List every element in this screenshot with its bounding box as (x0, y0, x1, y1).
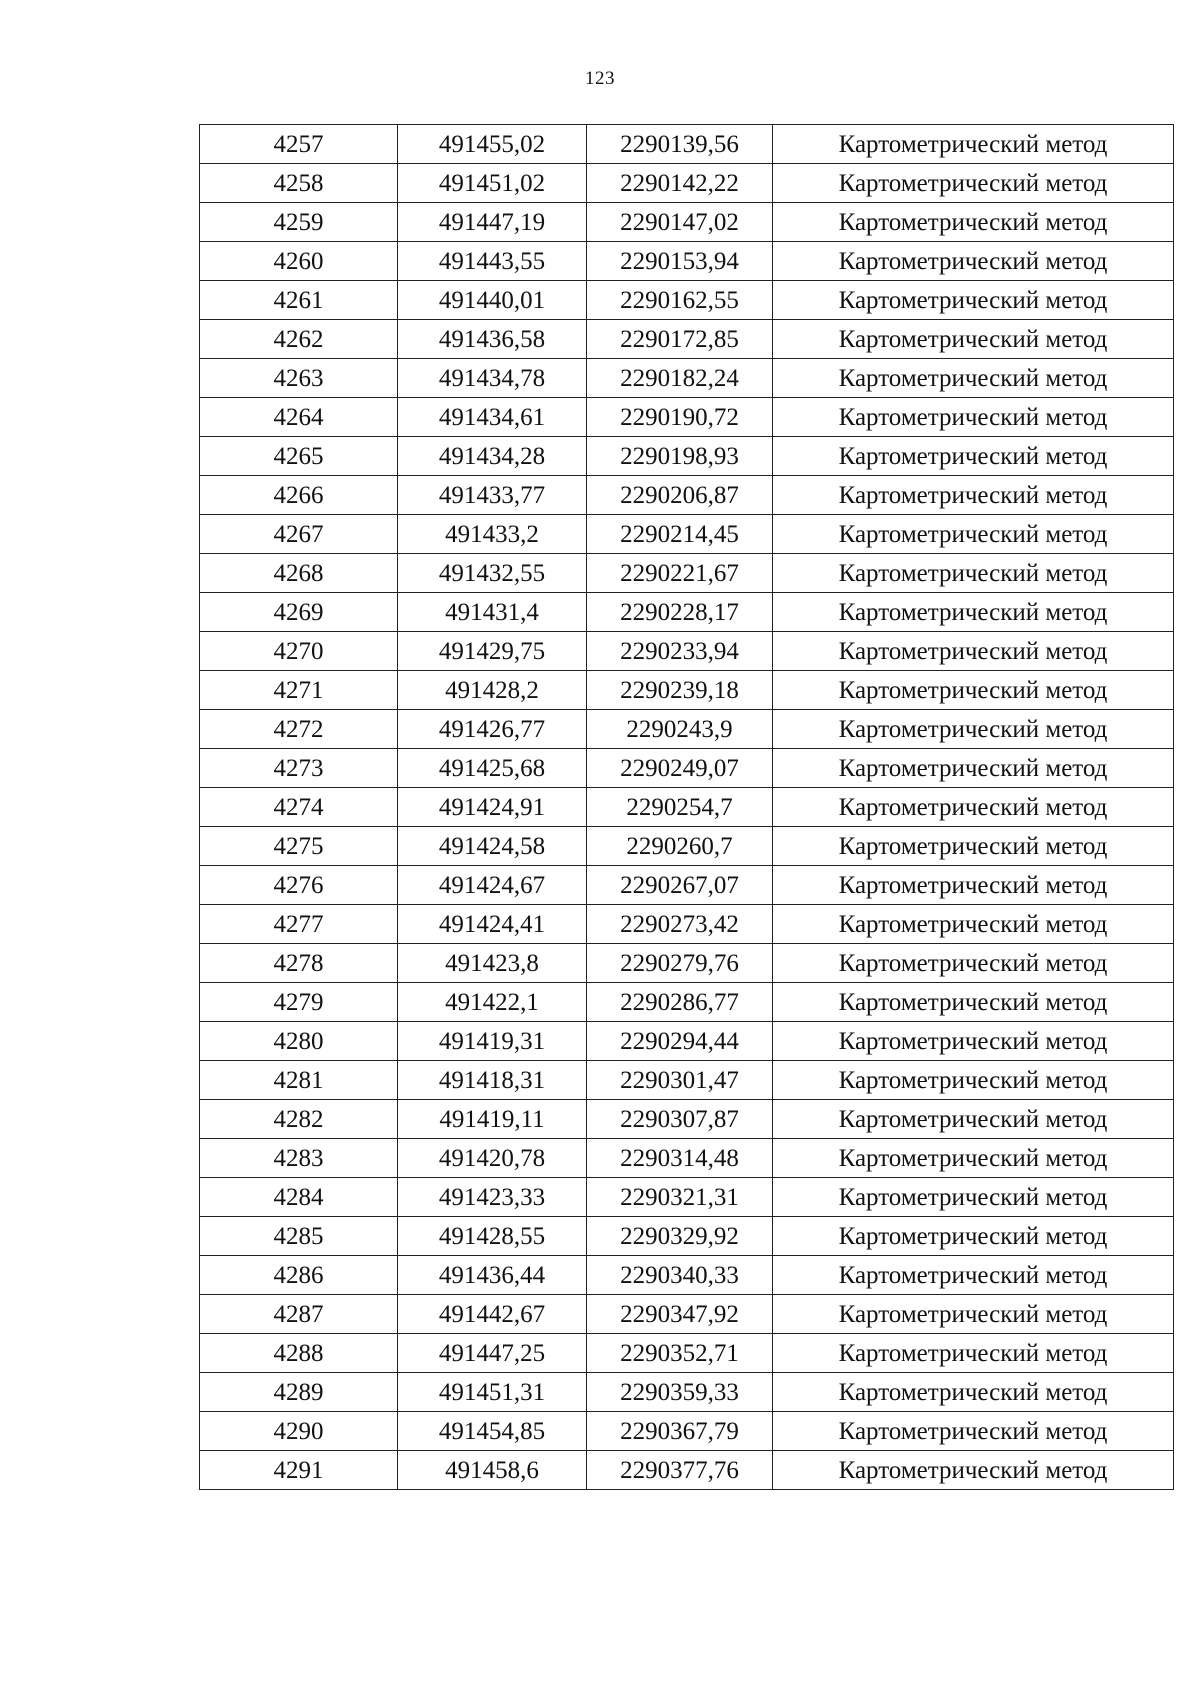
point-number-cell: 4262 (200, 320, 398, 359)
y-coordinate-cell: 2290172,85 (587, 320, 773, 359)
x-coordinate-cell: 491436,44 (398, 1256, 587, 1295)
y-coordinate-cell: 2290162,55 (587, 281, 773, 320)
point-number-cell: 4273 (200, 749, 398, 788)
table-row (200, 1412, 1174, 1451)
x-coordinate-cell: 491451,31 (398, 1373, 587, 1412)
x-coordinate-cell: 491434,28 (398, 437, 587, 476)
table-row (200, 710, 1174, 749)
y-coordinate-cell: 2290260,7 (587, 827, 773, 866)
y-coordinate-cell: 2290329,92 (587, 1217, 773, 1256)
table-row (200, 320, 1174, 359)
x-coordinate-cell: 491455,02 (398, 125, 587, 164)
point-number-cell: 4268 (200, 554, 398, 593)
point-number-cell: 4257 (200, 125, 398, 164)
point-number-cell: 4269 (200, 593, 398, 632)
y-coordinate-cell: 2290233,94 (587, 632, 773, 671)
x-coordinate-cell: 491423,8 (398, 944, 587, 983)
table-row (200, 593, 1174, 632)
point-number-cell: 4270 (200, 632, 398, 671)
x-coordinate-cell: 491424,67 (398, 866, 587, 905)
table-row (200, 905, 1174, 944)
method-cell: Картометрический метод (773, 320, 1174, 359)
y-coordinate-cell: 2290254,7 (587, 788, 773, 827)
table-row (200, 1217, 1174, 1256)
point-number-cell: 4267 (200, 515, 398, 554)
point-number-cell: 4265 (200, 437, 398, 476)
method-cell: Картометрический метод (773, 710, 1174, 749)
point-number-cell: 4271 (200, 671, 398, 710)
point-number-cell: 4283 (200, 1139, 398, 1178)
x-coordinate-cell: 491424,58 (398, 827, 587, 866)
method-cell: Картометрический метод (773, 437, 1174, 476)
table-row (200, 983, 1174, 1022)
x-coordinate-cell: 491424,91 (398, 788, 587, 827)
method-cell: Картометрический метод (773, 242, 1174, 281)
table-row (200, 866, 1174, 905)
x-coordinate-cell: 491434,61 (398, 398, 587, 437)
y-coordinate-cell: 2290273,42 (587, 905, 773, 944)
coordinates-table-body (200, 125, 1174, 1490)
y-coordinate-cell: 2290182,24 (587, 359, 773, 398)
method-cell: Картометрический метод (773, 1022, 1174, 1061)
table-row (200, 632, 1174, 671)
y-coordinate-cell: 2290359,33 (587, 1373, 773, 1412)
method-cell: Картометрический метод (773, 476, 1174, 515)
y-coordinate-cell: 2290142,22 (587, 164, 773, 203)
method-cell: Картометрический метод (773, 1061, 1174, 1100)
table-row (200, 554, 1174, 593)
y-coordinate-cell: 2290279,76 (587, 944, 773, 983)
table-row (200, 359, 1174, 398)
method-cell: Картометрический метод (773, 632, 1174, 671)
method-cell: Картометрический метод (773, 125, 1174, 164)
method-cell: Картометрический метод (773, 1178, 1174, 1217)
y-coordinate-cell: 2290301,47 (587, 1061, 773, 1100)
point-number-cell: 4260 (200, 242, 398, 281)
table-row (200, 1373, 1174, 1412)
x-coordinate-cell: 491434,78 (398, 359, 587, 398)
point-number-cell: 4264 (200, 398, 398, 437)
y-coordinate-cell: 2290286,77 (587, 983, 773, 1022)
x-coordinate-cell: 491432,55 (398, 554, 587, 593)
x-coordinate-cell: 491458,6 (398, 1451, 587, 1490)
y-coordinate-cell: 2290239,18 (587, 671, 773, 710)
x-coordinate-cell: 491419,31 (398, 1022, 587, 1061)
y-coordinate-cell: 2290198,93 (587, 437, 773, 476)
point-number-cell: 4274 (200, 788, 398, 827)
point-number-cell: 4285 (200, 1217, 398, 1256)
table-row (200, 944, 1174, 983)
y-coordinate-cell: 2290340,33 (587, 1256, 773, 1295)
method-cell: Картометрический метод (773, 1295, 1174, 1334)
y-coordinate-cell: 2290206,87 (587, 476, 773, 515)
point-number-cell: 4286 (200, 1256, 398, 1295)
table-row (200, 749, 1174, 788)
y-coordinate-cell: 2290249,07 (587, 749, 773, 788)
x-coordinate-cell: 491447,19 (398, 203, 587, 242)
point-number-cell: 4290 (200, 1412, 398, 1451)
y-coordinate-cell: 2290367,79 (587, 1412, 773, 1451)
x-coordinate-cell: 491420,78 (398, 1139, 587, 1178)
table-row (200, 1451, 1174, 1490)
y-coordinate-cell: 2290377,76 (587, 1451, 773, 1490)
table-row (200, 1061, 1174, 1100)
point-number-cell: 4279 (200, 983, 398, 1022)
y-coordinate-cell: 2290214,45 (587, 515, 773, 554)
x-coordinate-cell: 491422,1 (398, 983, 587, 1022)
y-coordinate-cell: 2290321,31 (587, 1178, 773, 1217)
point-number-cell: 4278 (200, 944, 398, 983)
method-cell: Картометрический метод (773, 1334, 1174, 1373)
table-row (200, 1100, 1174, 1139)
point-number-cell: 4289 (200, 1373, 398, 1412)
table-row (200, 164, 1174, 203)
point-number-cell: 4287 (200, 1295, 398, 1334)
y-coordinate-cell: 2290228,17 (587, 593, 773, 632)
x-coordinate-cell: 491433,2 (398, 515, 587, 554)
y-coordinate-cell: 2290153,94 (587, 242, 773, 281)
x-coordinate-cell: 491424,41 (398, 905, 587, 944)
table-row (200, 242, 1174, 281)
x-coordinate-cell: 491418,31 (398, 1061, 587, 1100)
y-coordinate-cell: 2290294,44 (587, 1022, 773, 1061)
method-cell: Картометрический метод (773, 1100, 1174, 1139)
x-coordinate-cell: 491431,4 (398, 593, 587, 632)
method-cell: Картометрический метод (773, 164, 1174, 203)
point-number-cell: 4281 (200, 1061, 398, 1100)
table-row (200, 203, 1174, 242)
table-row (200, 515, 1174, 554)
page-number: 123 (585, 68, 615, 89)
table-row (200, 1139, 1174, 1178)
table-row (200, 1022, 1174, 1061)
point-number-cell: 4275 (200, 827, 398, 866)
y-coordinate-cell: 2290243,9 (587, 710, 773, 749)
coordinates-table (199, 124, 1174, 1490)
table-row (200, 671, 1174, 710)
method-cell: Картометрический метод (773, 281, 1174, 320)
method-cell: Картометрический метод (773, 1412, 1174, 1451)
y-coordinate-cell: 2290352,71 (587, 1334, 773, 1373)
point-number-cell: 4259 (200, 203, 398, 242)
y-coordinate-cell: 2290139,56 (587, 125, 773, 164)
method-cell: Картометрический метод (773, 554, 1174, 593)
point-number-cell: 4263 (200, 359, 398, 398)
point-number-cell: 4277 (200, 905, 398, 944)
table-row (200, 788, 1174, 827)
table-row (200, 1295, 1174, 1334)
method-cell: Картометрический метод (773, 203, 1174, 242)
method-cell: Картометрический метод (773, 1373, 1174, 1412)
method-cell: Картометрический метод (773, 866, 1174, 905)
point-number-cell: 4261 (200, 281, 398, 320)
x-coordinate-cell: 491433,77 (398, 476, 587, 515)
method-cell: Картометрический метод (773, 1217, 1174, 1256)
x-coordinate-cell: 491429,75 (398, 632, 587, 671)
table-row (200, 1334, 1174, 1373)
x-coordinate-cell: 491451,02 (398, 164, 587, 203)
x-coordinate-cell: 491436,58 (398, 320, 587, 359)
point-number-cell: 4258 (200, 164, 398, 203)
x-coordinate-cell: 491426,77 (398, 710, 587, 749)
table-row (200, 1256, 1174, 1295)
x-coordinate-cell: 491419,11 (398, 1100, 587, 1139)
x-coordinate-cell: 491440,01 (398, 281, 587, 320)
y-coordinate-cell: 2290347,92 (587, 1295, 773, 1334)
point-number-cell: 4288 (200, 1334, 398, 1373)
table-row (200, 1178, 1174, 1217)
point-number-cell: 4291 (200, 1451, 398, 1490)
table-row (200, 476, 1174, 515)
y-coordinate-cell: 2290147,02 (587, 203, 773, 242)
method-cell: Картометрический метод (773, 1139, 1174, 1178)
method-cell: Картометрический метод (773, 398, 1174, 437)
table-row (200, 281, 1174, 320)
table-row (200, 437, 1174, 476)
y-coordinate-cell: 2290267,07 (587, 866, 773, 905)
method-cell: Картометрический метод (773, 827, 1174, 866)
table-row (200, 125, 1174, 164)
method-cell: Картометрический метод (773, 749, 1174, 788)
point-number-cell: 4284 (200, 1178, 398, 1217)
x-coordinate-cell: 491443,55 (398, 242, 587, 281)
point-number-cell: 4276 (200, 866, 398, 905)
method-cell: Картометрический метод (773, 515, 1174, 554)
x-coordinate-cell: 491428,55 (398, 1217, 587, 1256)
point-number-cell: 4282 (200, 1100, 398, 1139)
method-cell: Картометрический метод (773, 788, 1174, 827)
x-coordinate-cell: 491425,68 (398, 749, 587, 788)
point-number-cell: 4266 (200, 476, 398, 515)
y-coordinate-cell: 2290221,67 (587, 554, 773, 593)
point-number-cell: 4280 (200, 1022, 398, 1061)
y-coordinate-cell: 2290307,87 (587, 1100, 773, 1139)
method-cell: Картометрический метод (773, 944, 1174, 983)
x-coordinate-cell: 491423,33 (398, 1178, 587, 1217)
x-coordinate-cell: 491428,2 (398, 671, 587, 710)
y-coordinate-cell: 2290190,72 (587, 398, 773, 437)
method-cell: Картометрический метод (773, 1256, 1174, 1295)
x-coordinate-cell: 491454,85 (398, 1412, 587, 1451)
x-coordinate-cell: 491442,67 (398, 1295, 587, 1334)
point-number-cell: 4272 (200, 710, 398, 749)
y-coordinate-cell: 2290314,48 (587, 1139, 773, 1178)
method-cell: Картометрический метод (773, 905, 1174, 944)
method-cell: Картометрический метод (773, 359, 1174, 398)
table-row (200, 827, 1174, 866)
method-cell: Картометрический метод (773, 593, 1174, 632)
method-cell: Картометрический метод (773, 1451, 1174, 1490)
method-cell: Картометрический метод (773, 671, 1174, 710)
table-row (200, 398, 1174, 437)
method-cell: Картометрический метод (773, 983, 1174, 1022)
x-coordinate-cell: 491447,25 (398, 1334, 587, 1373)
